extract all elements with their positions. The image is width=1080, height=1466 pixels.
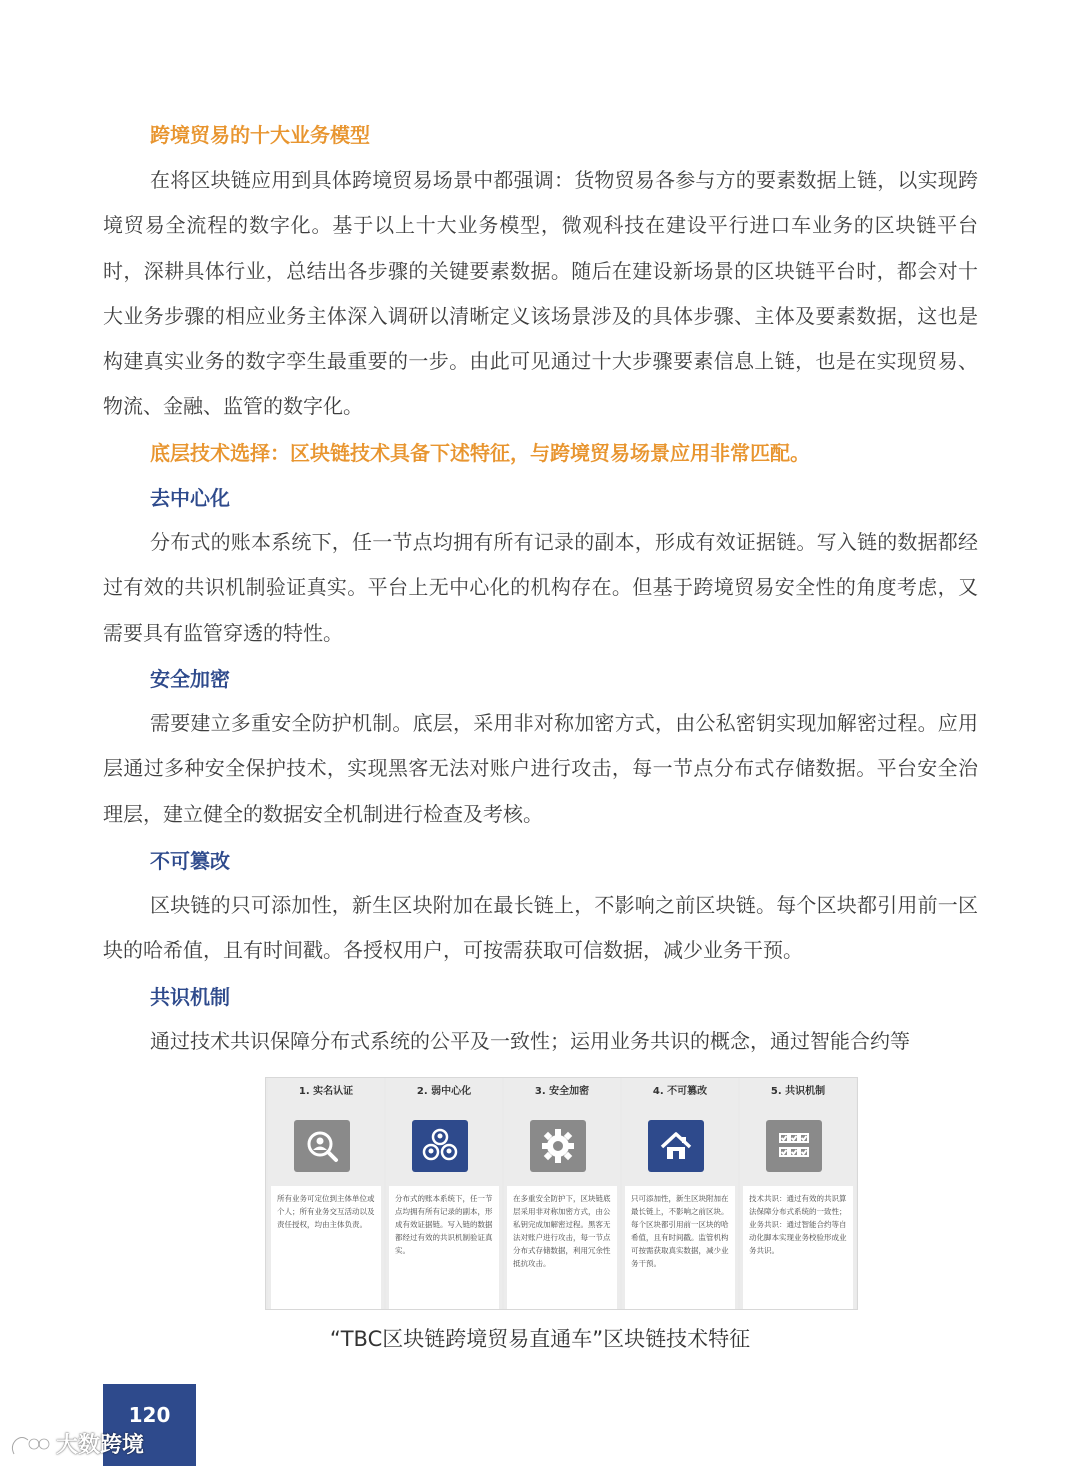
feature-paragraph-security: 需要建立多重安全防护机制。底层，采用非对称加密方式，由公私密钥实现加解密过程。应用层通过多种安全保护技术，实现黑客无法对账户进行攻击，每一节点分布式存储数据。平台安全治理层，建立健全的数据安全机制进行检查及考核。 <box>103 711 978 826</box>
feature-paragraph-decentralization: 分布式的账本系统下，任一节点均拥有所有记录的副本，形成有效证据链。写入链的数据都经过有效的共识机制验证真实。平台上无中心化的机构存在。但基于跨境贸易安全性的角度考虑，又需要具有监管穿透的特性。 <box>103 530 978 645</box>
figure-column-consensus <box>740 1078 856 1309</box>
watermark-text: 大数跨境 <box>56 1433 145 1458</box>
section-heading-tech-choice: 底层技术选择：区块链技术具备下述特征，与跨境贸易场景应用非常匹配。 <box>150 441 810 465</box>
figure-column-real-name <box>268 1078 384 1309</box>
paragraph-business-models: 在将区块链应用到具体跨境贸易场景中都强调：货物贸易各参与方的要素数据上链，以实现跨境贸易全流程的数字化。基于以上十大业务模型，微观科技在建设平行进口车业务的区块链平台时，深耕具体行业，总结出各步骤的关键要素数据。随后在建设新场景的区块链平台时，都会对十大业务步骤的相应业务主体深入调研以清晰定义该场景涉及的具体步骤、主体及要素数据，这也是构建真实业务的数字孪生最重要的一步。由此可见通过十大步骤要素信息上链，也是在实现贸易、物流、金融、监管的数字化。 <box>103 168 978 419</box>
page-number: 120 <box>128 1403 171 1427</box>
figure-column-immutable <box>622 1078 738 1309</box>
feature-paragraph-immutability: 区块链的只可添加性，新生区块附加在最长链上，不影响之前区块链。每个区块都引用前一区块的哈希值，且有时间戳。各授权用户，可按需获取可信数据，减少业务干预。 <box>103 893 978 963</box>
feature-heading-immutability: 不可篡改 <box>150 849 230 873</box>
figure-column-text: 分布式的账本系统下，任一节点均拥有所有记录的副本，形成有效证据链。写入链的数据都经过有效的共识机制验证真实。 <box>389 1186 499 1309</box>
feature-paragraph-consensus: 通过技术共识保障分布式系统的公平及一致性；运用业务共识的概念，通过智能合约等 <box>150 1029 910 1053</box>
user-search-icon <box>294 1120 350 1172</box>
figure-column-text: 在多重安全防护下，区块链底层采用非对称加密方式，由公私钥完成加解密过程。黑客无法对账户进行攻击，每一节点分布式存储数据，利用冗余性抵抗攻击。 <box>507 1186 617 1309</box>
figure-column-title: 4. 不可篡改 <box>652 1086 708 1097</box>
feature-heading-consensus: 共识机制 <box>150 985 230 1009</box>
figure-column-title: 3. 安全加密 <box>534 1086 590 1097</box>
figure-column-text: 只可添加性，新生区块附加在最长链上，不影响之前区块。每个区块都引用前一区块的哈希值，且有时间戳。监管机构可按需获取真实数据，减少业务干预。 <box>625 1186 735 1309</box>
figure-column-title: 2. 弱中心化 <box>416 1086 472 1097</box>
network-nodes-icon <box>412 1120 468 1172</box>
figure-column-title: 5. 共识机制 <box>770 1086 826 1097</box>
figure-column-title: 1. 实名认证 <box>298 1086 354 1097</box>
figure-column-encryption <box>504 1078 620 1309</box>
watermark-logo-icon <box>8 1432 52 1460</box>
figure-column-text: 技术共识：通过有效的共识算法保障分布式系统的一致性；业务共识：通过智能合约等自动化脚本实现业务校验形成业务共识。 <box>743 1186 853 1309</box>
figure-column-weak-center <box>386 1078 502 1309</box>
house-chain-icon <box>648 1120 704 1172</box>
figure-caption: “TBC区块链跨境贸易直通车”区块链技术特征 <box>329 1327 751 1351</box>
feature-heading-security: 安全加密 <box>150 667 230 691</box>
feature-heading-decentralization: 去中心化 <box>150 486 230 510</box>
checklist-icon <box>766 1120 822 1172</box>
figure-column-text: 所有业务可定位到主体单位或个人；所有业务交互活动以及责任授权，均由主体负责。 <box>271 1186 381 1309</box>
blockchain-features-figure <box>265 1077 858 1310</box>
section-heading-business-models: 跨境贸易的十大业务模型 <box>150 123 370 147</box>
gear-icon <box>530 1120 586 1172</box>
